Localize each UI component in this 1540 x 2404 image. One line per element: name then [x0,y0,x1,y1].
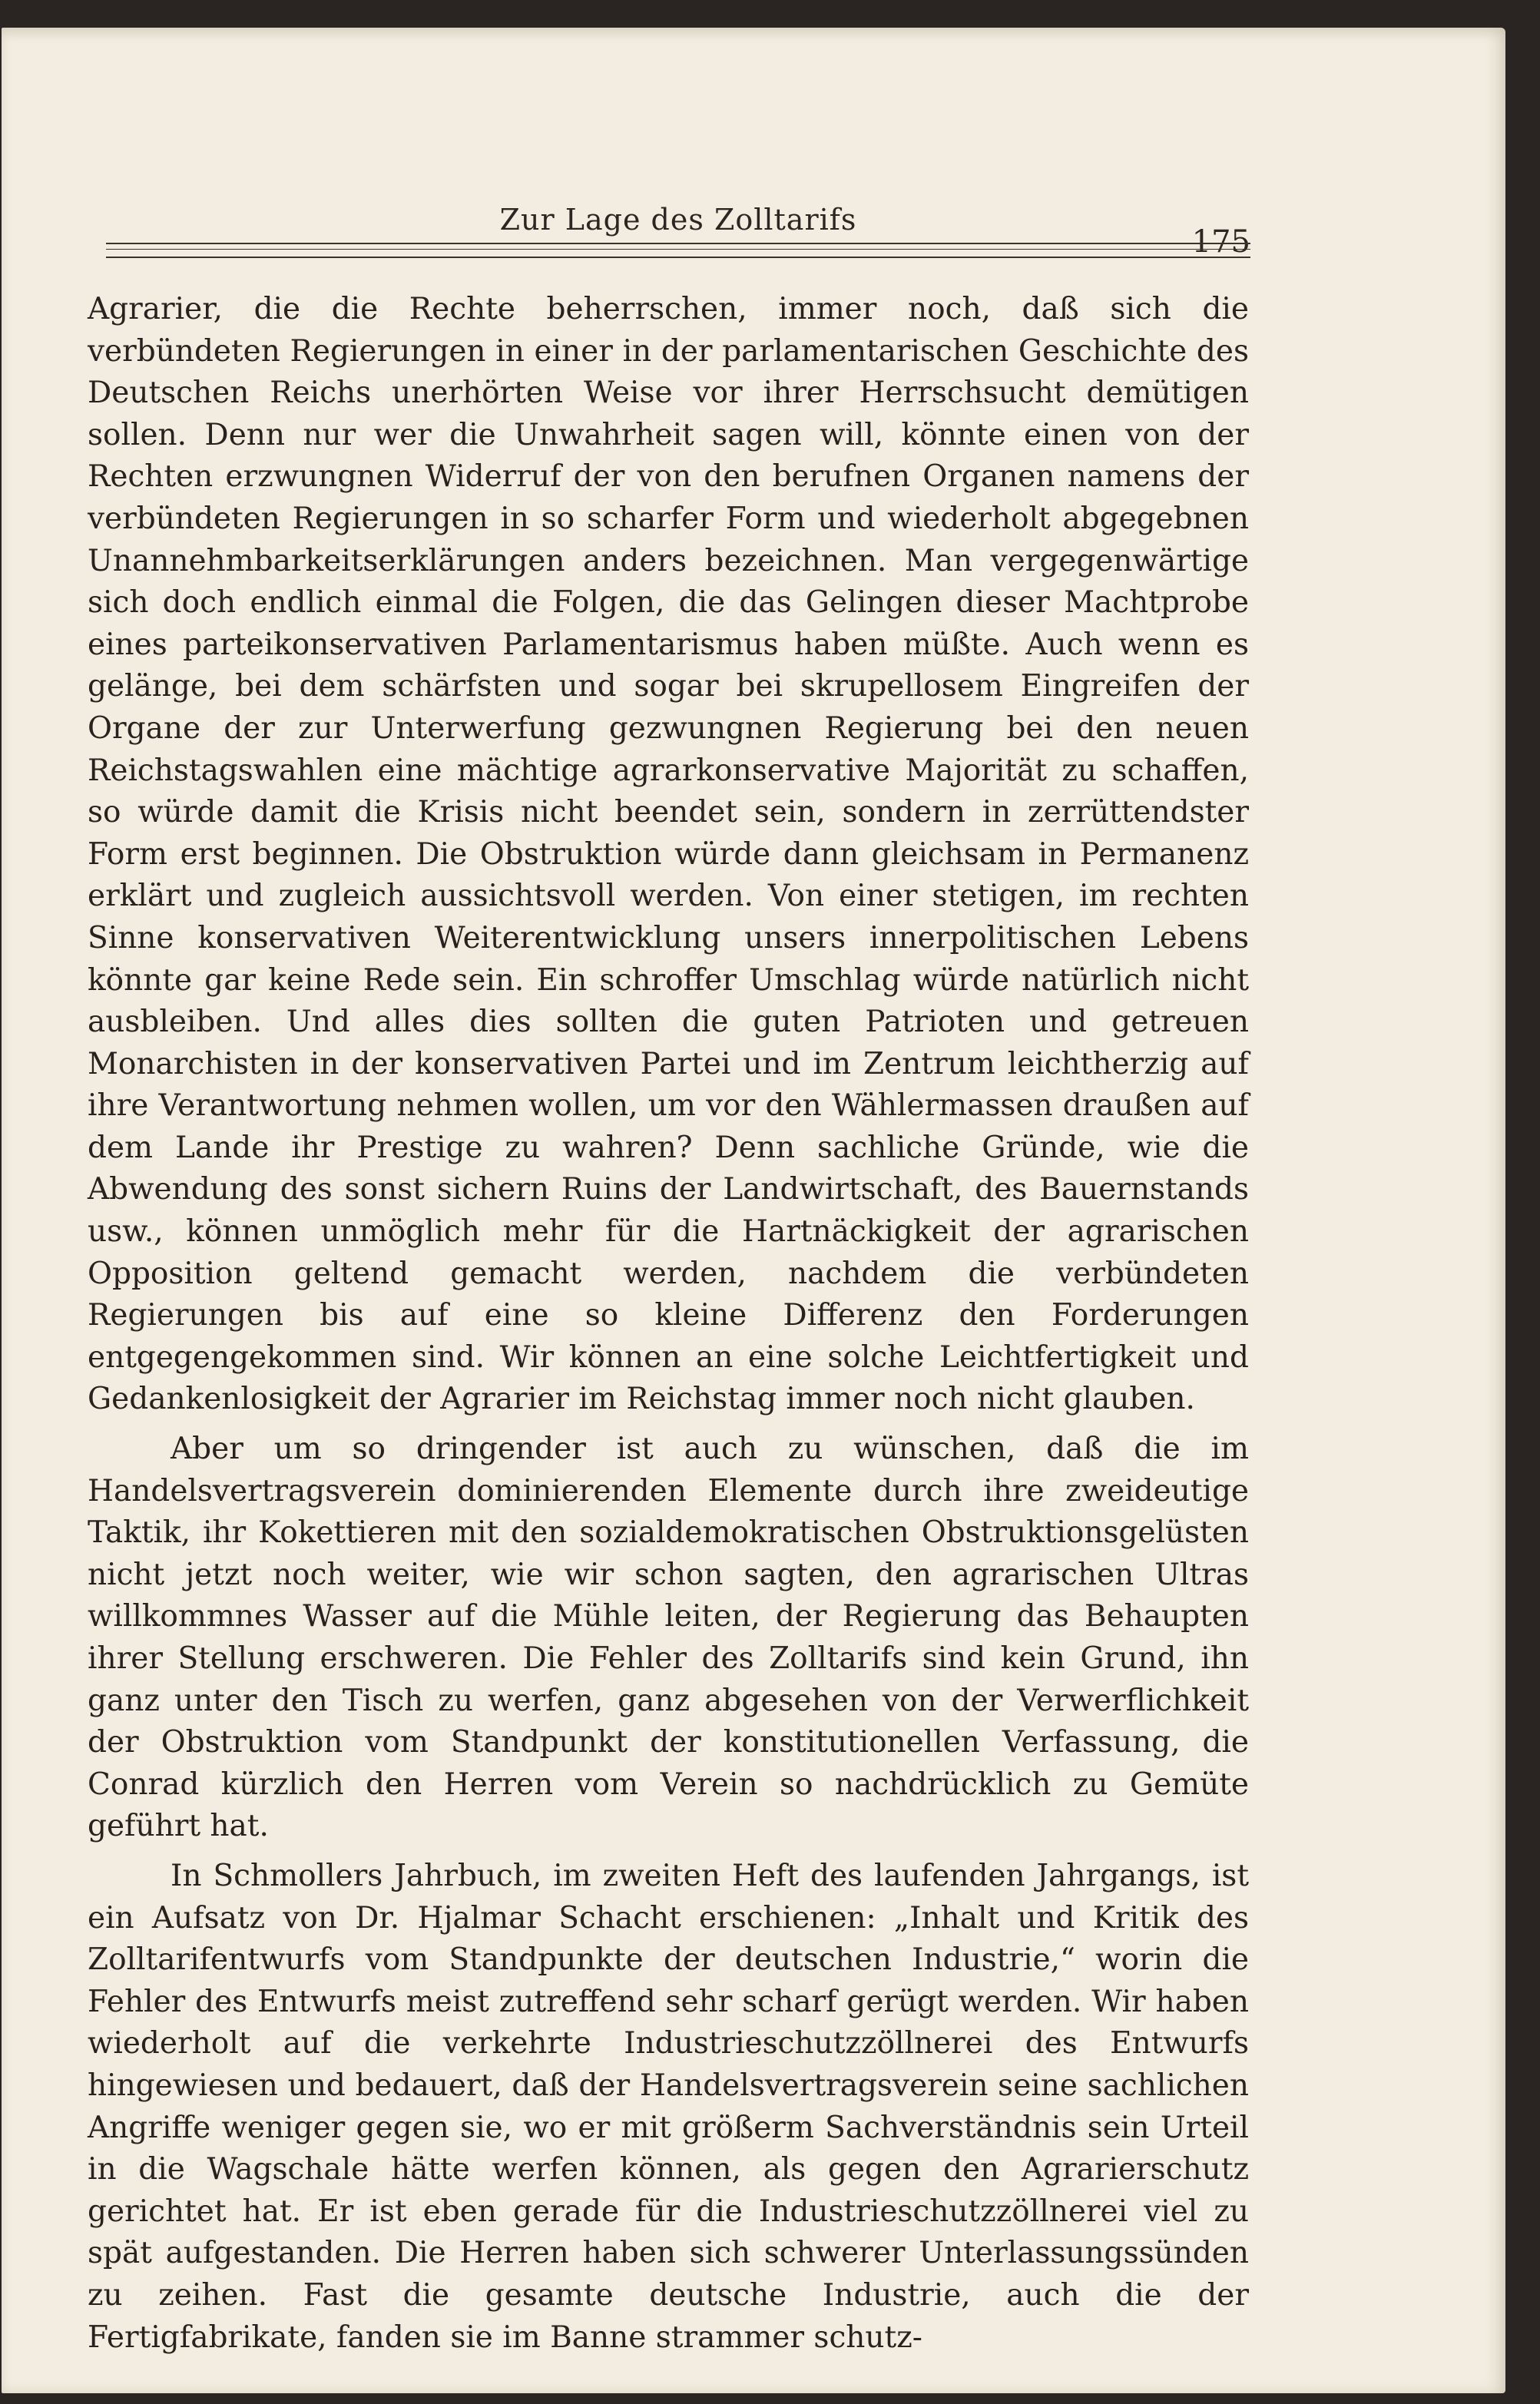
book-page [2,28,1505,2393]
header-rule [106,243,1250,244]
page-number: 175 [1191,224,1250,260]
paragraph: Aber um so dringender ist auch zu wünschen, daß die im Handelsvertragsverein dominierenden Elemente durch ihre zweideutige Taktik, ihr Kokettieren mit den sozialdemokratischen Obstruktionsgelüsten nicht jetzt noch weiter, wie wir schon sagten, den agrarischen Ultras willkommnes Wasser auf die Mühle leiten, der Regierung das Behaupten ihrer Stellung erschweren. Die Fehler des Zolltarifs sind kein Grund, ihn ganz unter den Tisch zu werfen, ganz abgesehen von der Verwerflichkeit der Obstruktion vom Standpunkt der konstitutionellen Verfassung, die Conrad kürzlich den Herren vom Verein so nachdrücklich zu Gemüte geführt hat. [88,1432,1249,1844]
header-rule [106,249,1250,250]
running-title: Zur Lage des Zolltarifs [499,203,857,237]
header-rule [106,257,1250,258]
paragraph: In Schmollers Jahrbuch, im zweiten Heft des laufenden Jahrgangs, ist ein Aufsatz von Dr. Hjalmar Schacht erschienen: „Inhalt und Kritik des Zolltarifentwurfs vom Standpunkte der deutschen Industrie,“ worin die Fehler des Entwurfs meist zutreffend sehr scharf gerügt werden. Wir haben wiederholt auf die verkehrte Industrieschutzzöllnerei des Entwurfs hingewiesen und bedauert, daß der Handelsvertragsverein seine sachlichen Angriffe weniger gegen sie, wo er mit größerm Sachverständnis sein Urteil in die Wagschale hätte werfen können, als gegen den Agrarierschutz gerichtet hat. Er ist eben gerade für die Industrieschutzzöllnerei viel zu spät aufgestanden. Die Herren haben sich schwerer Unterlassungssünden zu zeihen. Fast die gesamte deutsche Industrie, auch die der Fertigfabrikate, fanden sie im Banne strammer schutz- [88,1858,1249,2355]
paragraph: Agrarier, die die Rechte beherrschen, immer noch, daß sich die verbündeten Regierungen in einer in der parlamentarischen Geschichte des Deutschen Reichs unerhörten Weise vor ihrer Herrschsucht demütigen sollen. Denn nur wer die Unwahrheit sagen will, könnte einen von der Rechten erzwungnen Widerruf der von den berufnen Organen namens der verbündeten Regierungen in so scharfer Form und wiederholt abgegebnen Unannehmbarkeitserklärungen anders bezeichnen. Man vergegenwärtige sich doch endlich einmal die Folgen, die das Gelingen dieser Machtprobe eines parteikonservativen Parlamentarismus haben müßte. Auch wenn es gelänge, bei dem schärfsten und sogar bei skrupellosem Eingreifen der Organe der zur Unterwerfung gezwungnen Regierung bei den neuen Reichstagswahlen eine mächtige agrarkonservative Majorität zu schaffen, so würde damit die Krisis nicht beendet sein, sondern in zerrüttendster Form erst beginnen. Die Obstruktion würde dann gleichsam in Permanenz erklärt und zugleich aussichtsvoll werden. Von einer stetigen, im rechten Sinne konservativen Weiterentwicklung unsers innerpolitischen Lebens könnte gar keine Rede sein. Ein schroffer Umschlag würde natürlich nicht ausbleiben. Und alles dies sollten die guten Patrioten und getreuen Monarchisten in der konservativen Partei und im Zentrum leichtherzig auf ihre Verantwortung nehmen wollen, um vor den Wählermassen draußen auf dem Lande ihr Prestige zu wahren? Denn sachliche Gründe, wie die Abwendung des sonst sichern Ruins der Landwirtschaft, des Bauernstands usw., können unmöglich mehr für die Hartnäckigkeit der agrarischen Opposition geltend gemacht werden, nachdem die verbündeten Regierungen bis auf eine so kleine Differenz den Forderungen entgegengekommen sind. Wir können an eine solche Leichtfertigkeit und Gedankenlosigkeit der Agrarier im Reichstag immer noch nicht glauben. [88,292,1249,1417]
page-header [106,197,1250,273]
body-text [88,289,1249,2359]
